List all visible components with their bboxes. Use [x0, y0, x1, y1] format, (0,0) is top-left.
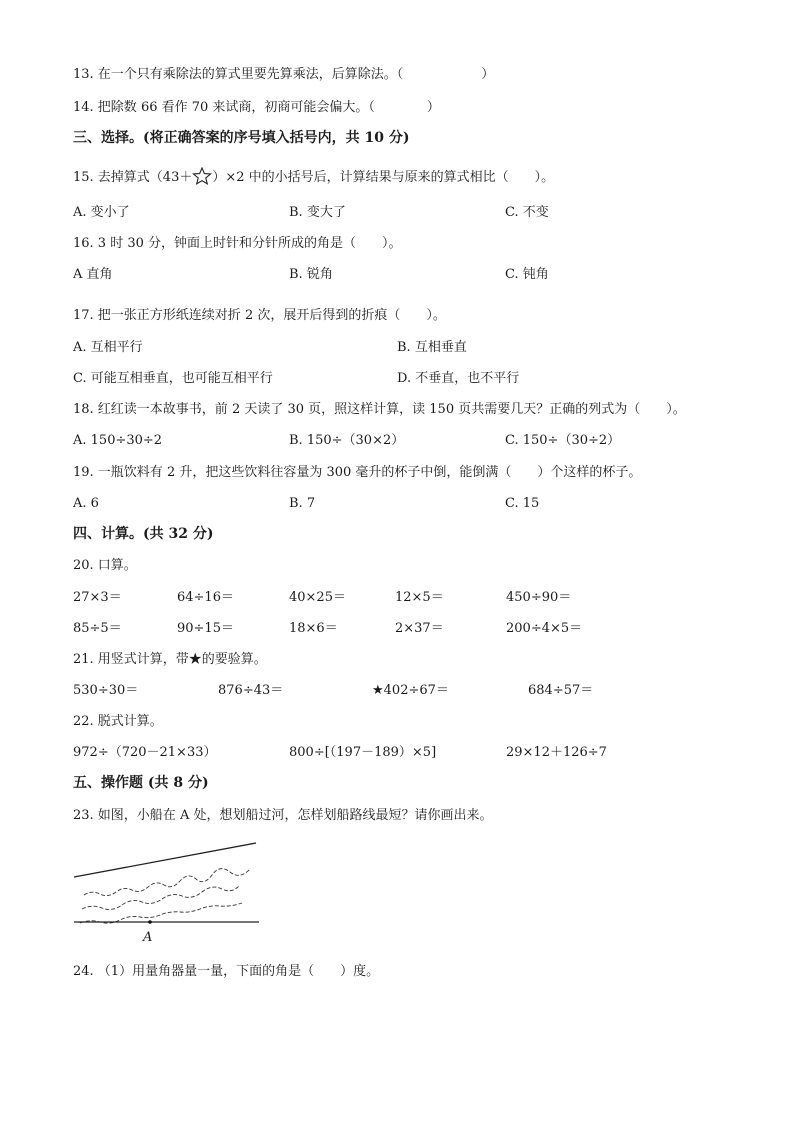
q17-option-b: B. 互相垂直: [397, 340, 467, 355]
section-5-heading: 五、操作题 (共 8 分): [73, 775, 209, 791]
q15-option-a: A. 变小了: [73, 205, 130, 220]
q21-item: 876÷43＝: [218, 683, 284, 698]
section-4-heading: 四、计算。(共 32 分): [73, 526, 214, 542]
question-15: [73, 167, 554, 187]
q21-item: 684÷57＝: [528, 683, 594, 698]
q17-option-c: C. 可能互相垂直，也可能互相平行: [73, 371, 273, 386]
q15-option-b: B. 变大了: [289, 205, 346, 220]
q19-option-a: A. 6: [73, 496, 99, 511]
q15-option-c: C. 不变: [505, 205, 549, 220]
q16-option-a: A 直角: [73, 267, 113, 282]
q20-item: 64÷16＝: [177, 590, 234, 605]
q20-item: 2×37＝: [395, 621, 444, 636]
q20-item: 27×3＝: [73, 590, 122, 605]
section-3-heading: 三、选择。(将正确答案的序号填入括号内，共 10 分): [73, 130, 410, 146]
question-24: 24. （1）用量角器量一量，下面的角是（ ）度。: [73, 964, 380, 979]
question-18: 18. 红红读一本故事书，前 2 天读了 30 页，照这样计算，读 150 页共需要几天？正确的列式为（ ）。: [73, 402, 686, 417]
question-19: 19. 一瓶饮料有 2 升，把这些饮料往容量为 300 毫升的杯子中倒，能倒满（ ）个这样的杯子。: [73, 465, 642, 480]
question-13: 13. 在一个只有乘除法的算式里要先算乘法，后算除法。（ ）: [73, 67, 495, 82]
q17-option-a: A. 互相平行: [73, 340, 143, 355]
q19-option-b: B. 7: [289, 496, 316, 511]
question-21: 21. 用竖式计算，带★的要验算。: [73, 652, 267, 667]
q22-item: 972÷（720－21×33）: [73, 745, 217, 760]
q19-option-c: C. 15: [505, 496, 540, 511]
q17-option-d: D. 不垂直，也不平行: [397, 371, 520, 386]
q18-option-c: C. 150÷（30÷2）: [505, 433, 621, 448]
question-17: 17. 把一张正方形纸连续对折 2 次，展开后得到的折痕（ ）。: [73, 308, 446, 323]
q20-item: 90÷15＝: [177, 621, 234, 636]
q22-item: 29×12＋126÷7: [506, 745, 607, 760]
q20-item: 200÷4×5＝: [506, 621, 583, 636]
q16-option-b: B. 锐角: [289, 267, 333, 282]
q20-item: 12×5＝: [395, 590, 444, 605]
question-15-text-end: ）×2 中的小括号后，计算结果与原来的算式相比（ ）。: [212, 170, 555, 185]
q20-item: 40×25＝: [289, 590, 346, 605]
question-14: 14. 把除数 66 看作 70 来试商，初商可能会偏大。（ ）: [73, 100, 440, 115]
q18-option-b: B. 150÷（30×2）: [289, 433, 405, 448]
question-22: 22. 脱式计算。: [73, 714, 163, 729]
question-23: 23. 如图，小船在 A 处，想划船过河，怎样划船路线最短？请你画出来。: [73, 808, 493, 823]
q20-item: 18×6＝: [289, 621, 338, 636]
star-outline-icon: [192, 167, 212, 185]
q20-item: 450÷90＝: [506, 590, 572, 605]
question-20: 20. 口算。: [73, 558, 137, 573]
question-16: 16. 3 时 30 分，钟面上时针和分针所成的角是（ ）。: [73, 236, 402, 251]
point-a-label: A: [143, 930, 153, 945]
q16-option-c: C. 钝角: [505, 267, 549, 282]
question-15-text-start: 15. 去掉算式（43＋: [73, 170, 193, 185]
point-a: [148, 920, 152, 924]
q21-item: 530÷30＝: [73, 683, 139, 698]
q22-item: 800÷[（197－189）×5]: [289, 745, 437, 760]
river-diagram: [70, 835, 265, 953]
q21-item: ★402÷67＝: [372, 683, 449, 698]
q20-item: 85÷5＝: [73, 621, 122, 636]
q18-option-a: A. 150÷30÷2: [73, 433, 163, 448]
